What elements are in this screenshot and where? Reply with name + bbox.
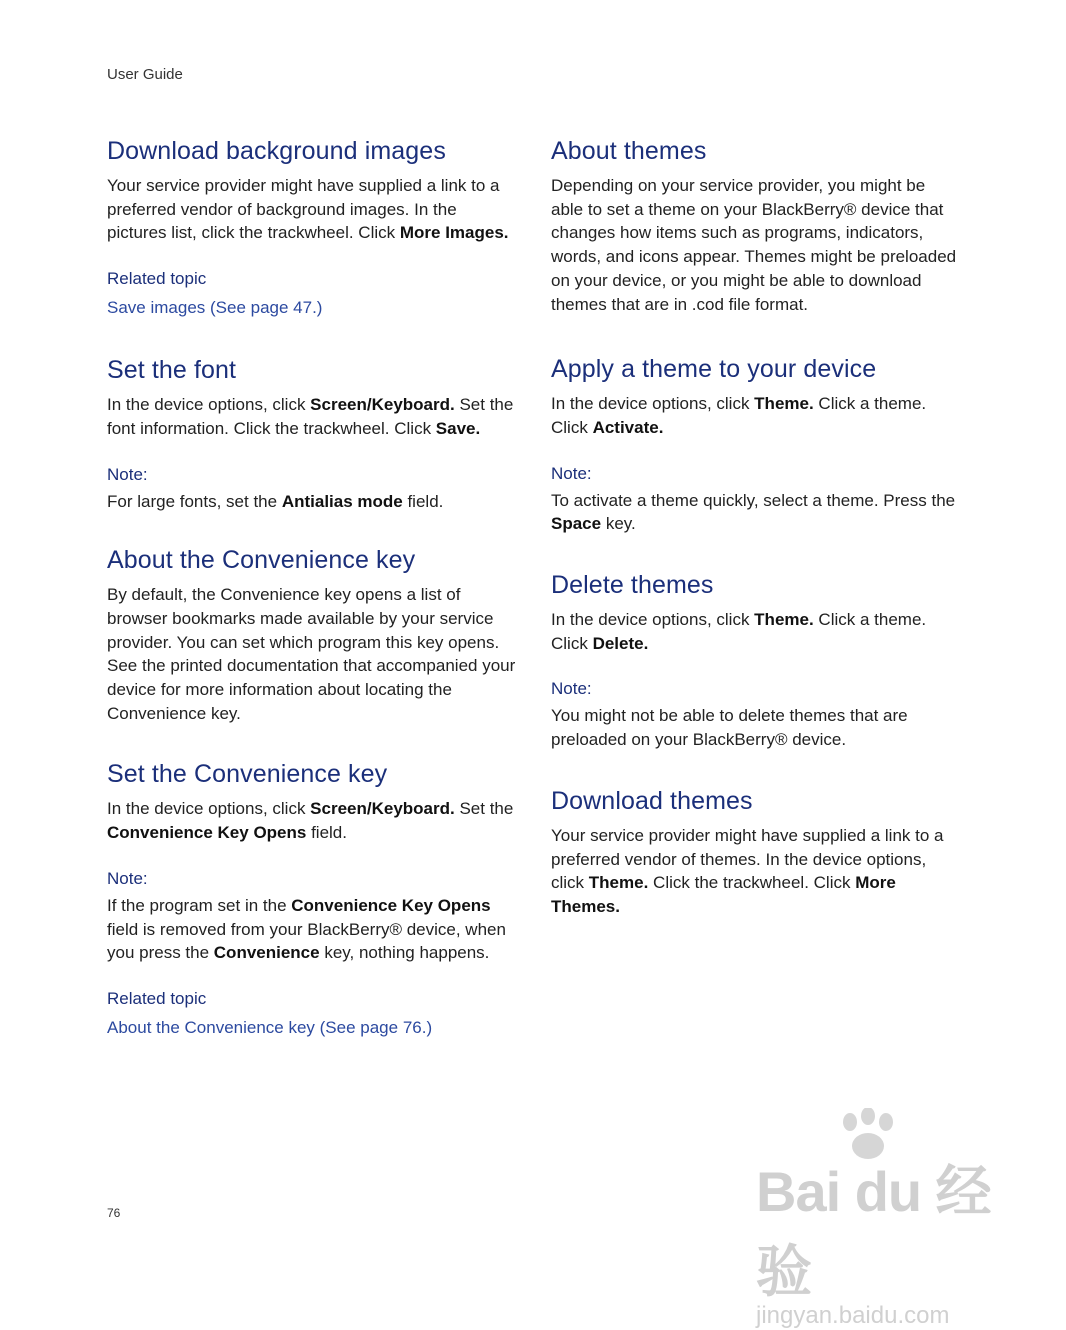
section-download-background-images (107, 134, 517, 319)
section-body: Your service provider might have supplied a link to a preferred vendor of background images. In the pictures list, click the trackwheel. Click More Images. (107, 176, 509, 243)
watermark-url: jingyan.baidu.com (756, 1302, 950, 1329)
baidu-watermark (756, 1120, 1006, 1329)
watermark-logo: Bai du 经验 (756, 1160, 991, 1303)
section-title: Download themes (551, 786, 753, 815)
note-label: Note: (107, 464, 148, 484)
section-body: In the device options, click Theme. Click a theme. Click Delete. (551, 610, 927, 653)
section-body: Depending on your service provider, you might be able to set a theme on your BlackBerry® device that changes how items such as programs, indicators, words, and icons appear. Themes might be preloaded on your device, or you might be able to download themes that are in .cod file format. (551, 176, 957, 314)
section-apply-theme (551, 352, 961, 536)
section-title: Set the font (107, 356, 237, 385)
section-body: In the device options, click Screen/Keyboard. Set the font information. Click the trackwheel. Click Save. (107, 395, 514, 438)
section-title: About the Convenience key (107, 546, 416, 575)
section-delete-themes (551, 568, 961, 752)
section-title: Set the Convenience key (107, 760, 388, 789)
section-download-themes (551, 784, 961, 919)
running-header: User Guide (107, 66, 183, 83)
related-topic-label: Related topic (107, 988, 207, 1008)
section-title: Delete themes (551, 571, 714, 600)
section-about-themes (551, 134, 961, 316)
related-topic-link-about-convenience-key[interactable]: About the Convenience key (See page 76.) (107, 1017, 433, 1037)
section-title: About themes (551, 137, 707, 165)
note-body: For large fonts, set the Antialias mode field. (107, 491, 444, 511)
section-about-convenience-key (107, 543, 517, 725)
left-column (107, 134, 517, 1065)
right-column (551, 134, 961, 945)
paw-icon (838, 1108, 898, 1162)
related-topic-link-save-images[interactable]: Save images (See page 47.) (107, 298, 323, 318)
page-number: 76 (107, 1206, 121, 1220)
note-label: Note: (107, 868, 148, 888)
note-body: If the program set in the Convenience Key Opens field is removed from your BlackBerry® device, when you press the Convenience key, nothing happens. (107, 895, 506, 963)
note-body: To activate a theme quickly, select a theme. Press the Space key. (551, 490, 956, 534)
section-body: Your service provider might have supplied a link to a preferred vendor of themes. In the device options, click Theme. Click the trackwheel. Click More Themes. (551, 825, 944, 916)
note-body: You might not be able to delete themes that are preloaded on your BlackBerry® device. (551, 706, 908, 750)
section-title: Download background images (107, 137, 446, 165)
note-label: Note: (551, 463, 592, 483)
note-label: Note: (551, 679, 592, 699)
related-topic-label: Related topic (107, 269, 207, 289)
section-body: In the device options, click Theme. Click a theme. Click Activate. (551, 394, 927, 437)
section-body: In the device options, click Screen/Keyboard. Set the Convenience Key Opens field. (107, 799, 514, 843)
section-set-convenience-key (107, 757, 517, 1039)
section-body: By default, the Convenience key opens a list of browser bookmarks made available by your service provider. You can set which program this key opens. See the printed documentation that accompanied your device for more information about locating the Convenience key. (107, 585, 516, 723)
section-set-the-font (107, 353, 517, 513)
section-title: Apply a theme to your device (551, 355, 877, 384)
